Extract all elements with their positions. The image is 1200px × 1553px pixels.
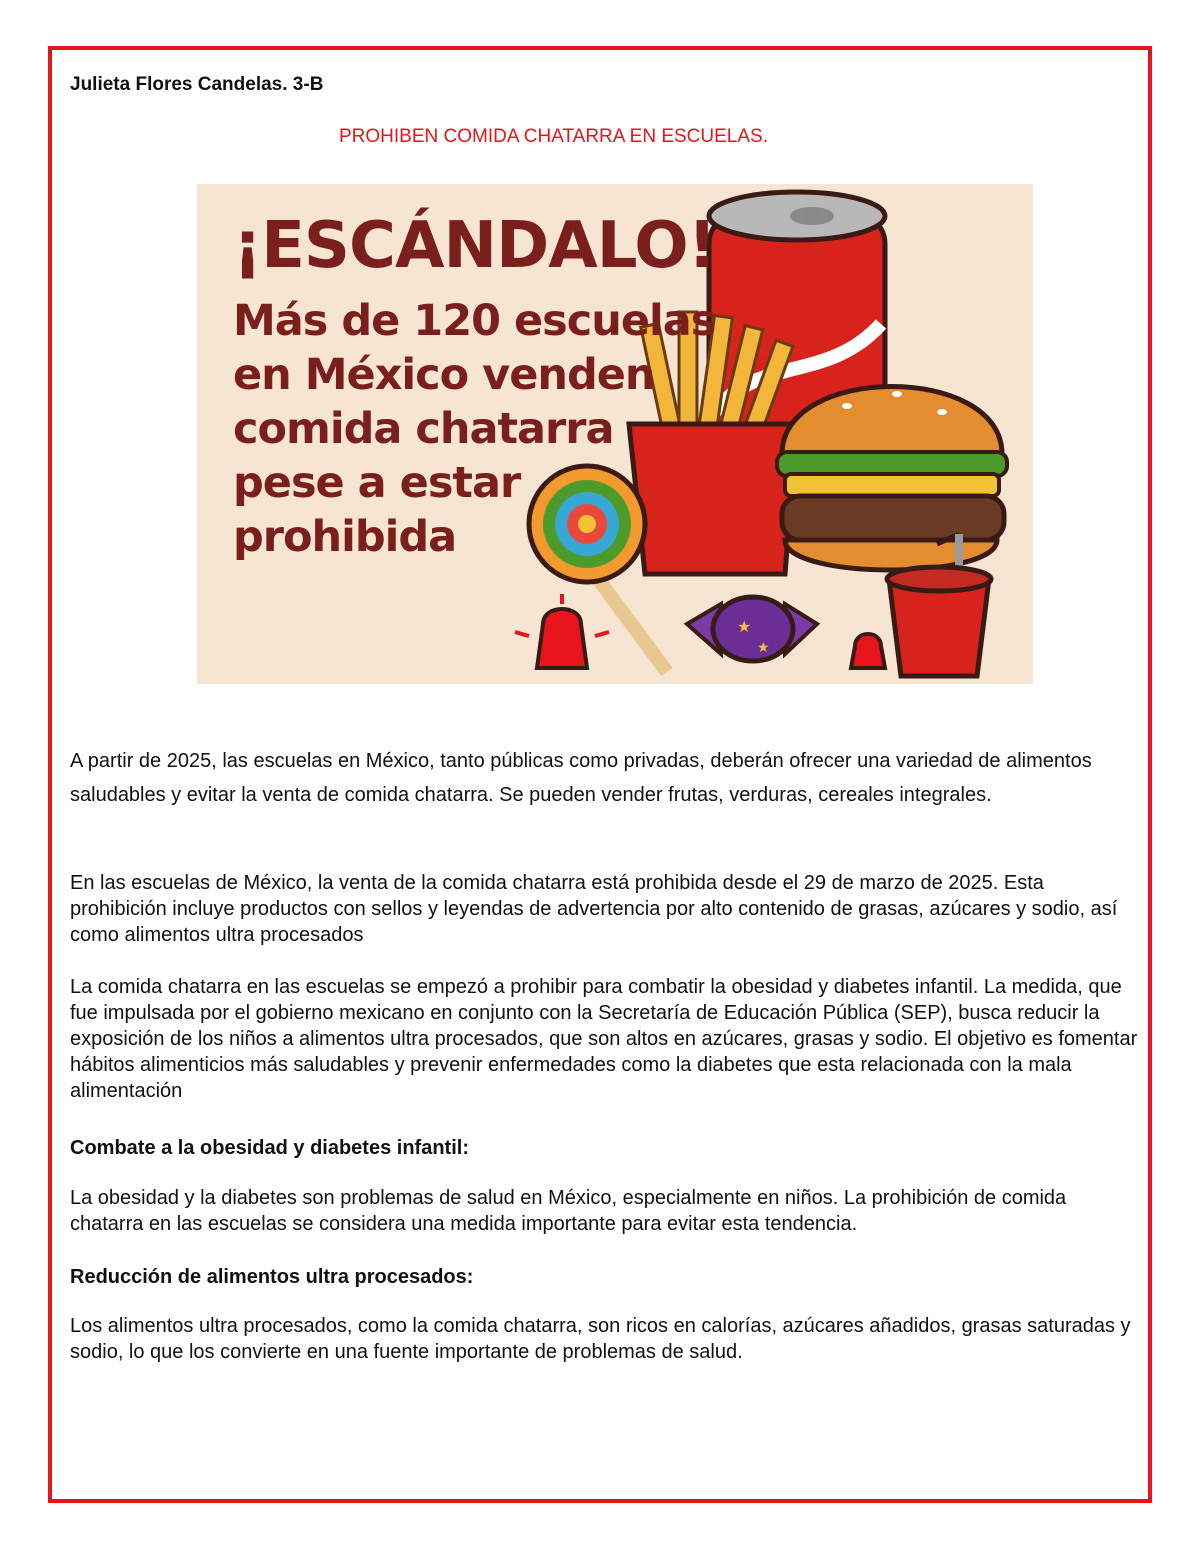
banner-subtitle-line: pese a estar [233, 458, 521, 508]
svg-text:★: ★ [757, 639, 770, 655]
paragraph: Los alimentos ultra procesados, como la comida chatarra, son ricos en calorías, azúcares añadidos, grasas saturadas y sodio, lo que los convierte en una fuente importante de problemas de salud. [70, 1315, 1131, 1363]
banner-subtitle-line: prohibida [233, 512, 457, 562]
paragraph: En las escuelas de México, la venta de la comida chatarra está prohibida desde el 29 de marzo de 2025. Esta prohibición incluye productos con sellos y leyendas de advertencia por alto contenido de grasas, azúcares y sodio, así como alimentos ultra procesados [70, 872, 1118, 946]
siren-icon [851, 634, 885, 668]
headline: PROHIBEN COMIDA CHATARRA EN ESCUELAS. [339, 126, 768, 147]
paragraph: La comida chatarra en las escuelas se empezó a prohibir para combatir la obesidad y diabetes infantil. La medida, que fue impulsada por el gobierno mexicano en conjunto con la Secretaría de Educación Pública (SEP), busca reducir la exposición de los niños a alimentos ultra procesados, que son altos en azúcares, grasas y sodio. El objetivo es fomentar hábitos alimenticios más saludables y prevenir enfermedades como la diabetes que esta relacionada con la mala alimentación [70, 976, 1138, 1102]
banner-image [197, 184, 1033, 684]
banner-subtitle-line: Más de 120 escuelas [233, 296, 716, 346]
svg-text:★: ★ [737, 619, 752, 636]
banner-subtitle [233, 294, 716, 564]
banner-title: ¡ESCÁNDALO! [233, 209, 716, 283]
candy-icon [687, 597, 817, 661]
siren-icon [515, 594, 609, 668]
section-heading: Combate a la obesidad y diabetes infantil: [70, 1137, 469, 1159]
section-heading: Reducción de alimentos ultra procesados: [70, 1266, 474, 1288]
paragraph: A partir de 2025, las escuelas en México, tanto públicas como privadas, deberán ofrecer una variedad de alimentos saludables y evitar la venta de comida chatarra. Se pueden vender frutas, verduras, cereales integrales. [70, 750, 1092, 806]
banner-text [233, 206, 716, 564]
paragraph: La obesidad y la diabetes son problemas de salud en México, especialmente en niños. La prohibición de comida chatarra en las escuelas se considera una medida importante para evitar esta tendencia. [70, 1187, 1067, 1235]
banner-subtitle-line: comida chatarra [233, 404, 614, 454]
banner-subtitle-line: en México venden [233, 350, 655, 400]
burger-icon [777, 387, 1007, 571]
author-line: Julieta Flores Candelas. 3-B [70, 74, 324, 95]
